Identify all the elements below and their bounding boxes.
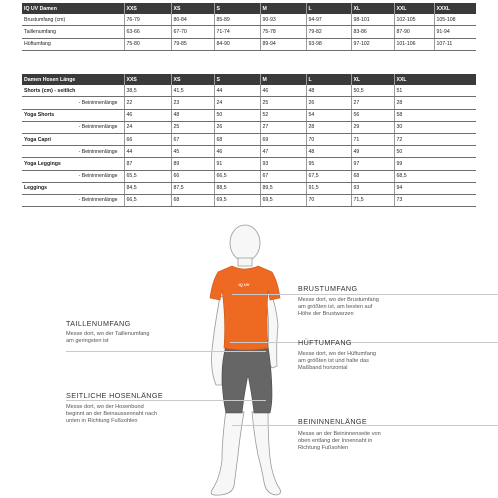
table-cell: 48: [306, 146, 351, 158]
table-cell: 97-102: [351, 38, 394, 50]
table-cell: 24: [124, 121, 171, 133]
row-label: Taillenumfang: [22, 26, 124, 38]
row-label: Leggings: [22, 182, 124, 194]
table-cell: 89: [171, 158, 214, 170]
table-cell: 66,5: [124, 194, 171, 206]
hueftumfang-desc: Messe dort, wo der Hüftumfang am größten ist und halte das Maßband horizontal: [298, 351, 377, 372]
row-label: - Beininnenlänge: [22, 121, 124, 133]
shirt-logo: iQ UV: [238, 282, 250, 287]
table-cell: 102-105: [394, 14, 434, 26]
table-cell: 71,5: [351, 194, 394, 206]
table-cell: 79-82: [306, 26, 351, 38]
table-cell: 47: [260, 146, 306, 158]
size-header-cell: L: [306, 74, 351, 85]
table-cell: 44: [124, 146, 171, 158]
row-label: Yoga Leggings: [22, 158, 124, 170]
table-cell: 75-78: [260, 26, 306, 38]
row-label: - Beininnenlänge: [22, 170, 124, 182]
table-cell: 72: [394, 133, 476, 145]
row-label: - Beininnenlänge: [22, 194, 124, 206]
left-leg: [211, 410, 244, 495]
taillenumfang-desc: Messe dort, wo der Taillenumfang am geringsten ist: [66, 331, 150, 345]
brustumfang-desc: Messe dort, wo der Brustumfang am größten ist, am besten auf Höhe der Brustwarzen: [298, 297, 379, 318]
table-cell: 67,5: [306, 170, 351, 182]
size-header-cell: XL: [351, 74, 394, 85]
table-cell: 58: [394, 109, 476, 121]
table-cell: 73: [394, 194, 476, 206]
table-cell: 71-74: [214, 26, 260, 38]
table-cell: 83-86: [351, 26, 394, 38]
hueftumfang-line: [230, 342, 498, 343]
table-cell: 26: [214, 121, 260, 133]
table-cell: 22: [124, 97, 171, 109]
taillenumfang-line: [66, 351, 266, 352]
size-header-cell: XXS: [124, 3, 171, 14]
size-header-cell: S: [214, 3, 260, 14]
table-cell: 90-93: [260, 14, 306, 26]
table-cell: 70: [306, 133, 351, 145]
seitliche-desc: Messe dort, wo der Hosenbund beginnt an der Beinaussennaht nach unten in Richtung Fußsohlen: [66, 404, 158, 425]
size-header-cell: XXS: [124, 74, 171, 85]
table-cell: 84,5: [124, 182, 171, 194]
table-cell: 50: [394, 146, 476, 158]
table-cell: 48: [171, 109, 214, 121]
table-cell: 80-84: [171, 14, 214, 26]
table-cell: 68,5: [394, 170, 476, 182]
table-cell: 87: [124, 158, 171, 170]
table-cell: 49: [351, 146, 394, 158]
table-cell: 68: [214, 133, 260, 145]
row-label: Brustumfang (cm): [22, 14, 124, 26]
table-cell: 52: [260, 109, 306, 121]
hueftumfang-title: HÜFTUMFANG: [298, 338, 352, 347]
table-title-cell: Damen Hosen Länge: [22, 74, 124, 85]
table-cell: 70: [306, 194, 351, 206]
table-cell: 51: [394, 85, 476, 97]
table-cell: 27: [260, 121, 306, 133]
table-cell: 94-97: [306, 14, 351, 26]
table-cell: 46: [214, 146, 260, 158]
table-cell: 54: [306, 109, 351, 121]
table-cell: 93: [351, 182, 394, 194]
table-cell: 23: [171, 97, 214, 109]
table-cell: 25: [260, 97, 306, 109]
table-cell: 46: [124, 109, 171, 121]
table-cell: 66,5: [214, 170, 260, 182]
table-cell: 101-106: [394, 38, 434, 50]
table-cell: 87,5: [171, 182, 214, 194]
table-cell: 69,5: [214, 194, 260, 206]
table-cell: 93-98: [306, 38, 351, 50]
table-cell: 28: [306, 121, 351, 133]
size-header-cell: XS: [171, 3, 214, 14]
neck: [238, 258, 252, 266]
table-cell: 87-90: [394, 26, 434, 38]
table-cell: 91,5: [306, 182, 351, 194]
brustumfang-title: BRUSTUMFANG: [298, 284, 358, 293]
table-cell: 25: [171, 121, 214, 133]
taillenumfang-title: TAILLENUMFANG: [66, 319, 131, 328]
size-header-cell: XXXL: [434, 3, 476, 14]
table-cell: 26: [306, 97, 351, 109]
table-cell: 93: [260, 158, 306, 170]
row-label: Yoga Capri: [22, 133, 124, 145]
table-cell: 67-70: [171, 26, 214, 38]
table-cell: 69: [260, 133, 306, 145]
table-cell: 66: [171, 170, 214, 182]
table-cell: 24: [214, 97, 260, 109]
table-cell: 91-94: [434, 26, 476, 38]
table-cell: 85-89: [214, 14, 260, 26]
table-cell: 38,5: [124, 85, 171, 97]
size-header-cell: XS: [171, 74, 214, 85]
size-header-cell: S: [214, 74, 260, 85]
table-cell: 41,5: [171, 85, 214, 97]
beininnen-desc: Messe an der Beininnenseite von oben entlang der Innennaht in Richtung Fußsohlen: [298, 431, 381, 452]
table-cell: 50,5: [351, 85, 394, 97]
seitliche-line: [66, 400, 266, 401]
table-cell: 75-80: [124, 38, 171, 50]
row-label: Yoga Shorts: [22, 109, 124, 121]
table-cell: 107-11: [434, 38, 476, 50]
right-leg: [252, 410, 281, 495]
table-cell: 44: [214, 85, 260, 97]
table-cell: 76-79: [124, 14, 171, 26]
table-cell: 89-94: [260, 38, 306, 50]
table-cell: 29: [351, 121, 394, 133]
table-title-cell: IQ UV Damen: [22, 3, 124, 14]
table-cell: 65,5: [124, 170, 171, 182]
table-cell: 66: [124, 133, 171, 145]
table-cell: 27: [351, 97, 394, 109]
tights: [222, 346, 272, 413]
table-cell: 97: [351, 158, 394, 170]
row-label: - Beininnenlänge: [22, 146, 124, 158]
table-cell: 45: [171, 146, 214, 158]
seitliche-title: SEITLICHE HOSENLÄNGE: [66, 391, 164, 400]
table-cell: 68: [171, 194, 214, 206]
head: [230, 225, 260, 261]
table-cell: 105-108: [434, 14, 476, 26]
row-label: Shorts (cm) - seitlich: [22, 85, 124, 97]
table-cell: 67: [260, 170, 306, 182]
row-label: - Beininnenlänge: [22, 97, 124, 109]
size-header-cell: M: [260, 3, 306, 14]
table-cell: 30: [394, 121, 476, 133]
table-cell: 48: [306, 85, 351, 97]
table-cell: 50: [214, 109, 260, 121]
size-header-cell: XXL: [394, 74, 476, 85]
beininnen-title: BEININNENLÄNGE: [298, 417, 368, 426]
table-cell: 68: [351, 170, 394, 182]
table-cell: 95: [306, 158, 351, 170]
table-cell: 67: [171, 133, 214, 145]
size-header-cell: L: [306, 3, 351, 14]
table-cell: 94: [394, 182, 476, 194]
table-cell: 28: [394, 97, 476, 109]
table-cell: 84-90: [214, 38, 260, 50]
table-cell: 91: [214, 158, 260, 170]
size-header-cell: M: [260, 74, 306, 85]
table-cell: 89,5: [260, 182, 306, 194]
size-header-cell: XXL: [394, 3, 434, 14]
table-cell: 46: [260, 85, 306, 97]
table-cell: 98-101: [351, 14, 394, 26]
table-cell: 79-85: [171, 38, 214, 50]
table-cell: 99: [394, 158, 476, 170]
brustumfang-line: [232, 294, 498, 295]
row-label: Hüftumfang: [22, 38, 124, 50]
size-header-cell: XL: [351, 3, 394, 14]
table-cell: 63-66: [124, 26, 171, 38]
table-cell: 88,5: [214, 182, 260, 194]
table-cell: 56: [351, 109, 394, 121]
table-cell: 71: [351, 133, 394, 145]
table-cell: 69,5: [260, 194, 306, 206]
